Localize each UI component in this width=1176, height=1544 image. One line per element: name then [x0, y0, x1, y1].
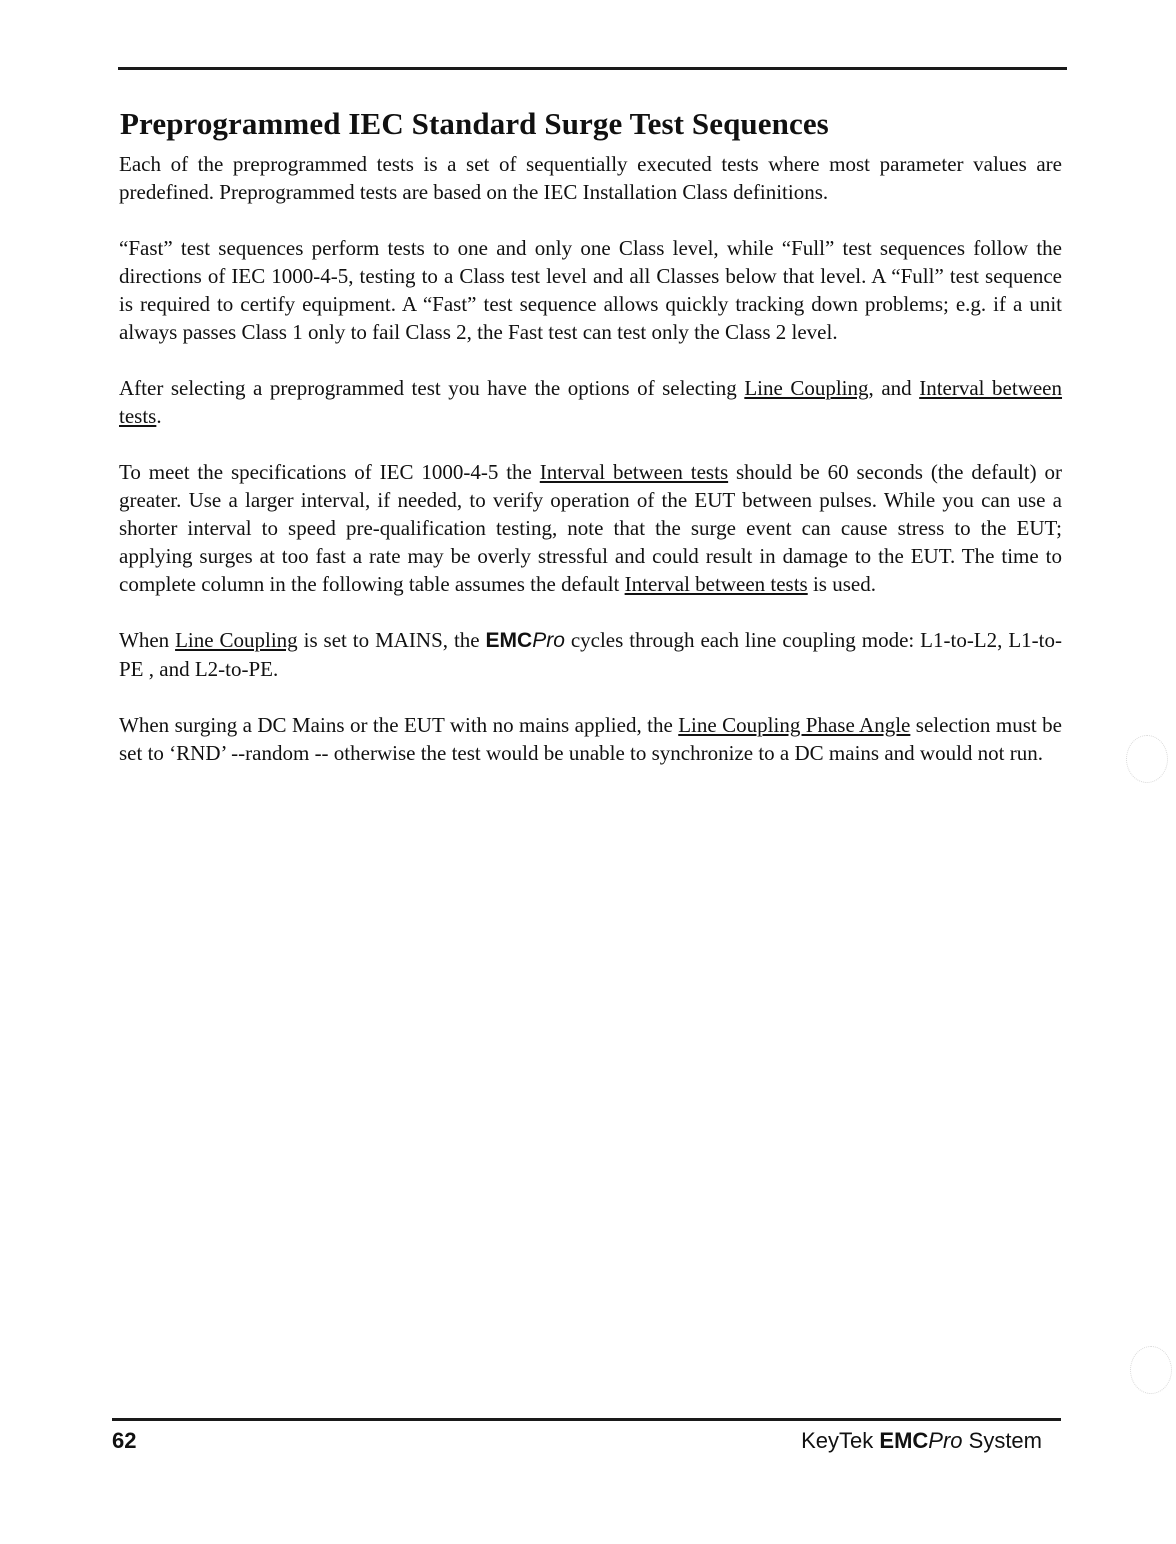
- brand-pro: Pro: [532, 629, 565, 652]
- footer-title: KeyTek EMCPro System: [801, 1428, 1042, 1453]
- paragraph-dc-mains: When surging a DC Mains or the EUT with no mains applied, the Line Coupling Phase Angle selection must be set to ‘RND’ --random -- otherwise the test would be unable to synchronize to a DC mains and would not run.: [119, 713, 1062, 765]
- line-coupling-link: Line Coupling: [744, 376, 869, 400]
- line-coupling-phase-angle-link: Line Coupling Phase Angle: [678, 713, 911, 737]
- paragraph-options: After selecting a preprogrammed test you have the options of selecting Line Coupling, and Interval between tests.: [119, 376, 1063, 428]
- bottom-rule: [112, 1418, 1061, 1421]
- punch-hole-mark: [1130, 1346, 1172, 1394]
- top-rule: [118, 67, 1067, 70]
- page-footer: [112, 1424, 1042, 1458]
- interval-between-tests-link: Interval between tests: [119, 376, 1063, 428]
- punch-hole-mark: [1126, 735, 1168, 783]
- paragraph-line-coupling: When Line Coupling is set to MAINS, the EMCPro cycles through each line coupling mode: L1-to-L2, L1-to-PE , and L2-to-PE.: [119, 628, 1062, 681]
- page-number: 62: [112, 1428, 137, 1453]
- interval-between-tests-link: Interval between tests: [539, 460, 729, 484]
- brand-emc: EMC: [485, 629, 533, 652]
- paragraph-fast-full: “Fast” test sequences perform tests to one and only one Class level, while “Full” test sequences follow the directions of IEC 1000-4-5, testing to a Class test level and all Classes below that level. A “Full” test sequence is required to certify equipment. A “Fast” test sequence allows quickly tracking down problems; e.g. if a unit always passes Class 1 only to fail Class 2, the Fast test can test only the Class 2 level.: [119, 236, 1062, 344]
- interval-between-tests-link: Interval between tests: [624, 572, 808, 596]
- paragraph-intro: Each of the preprogrammed tests is a set of sequentially executed tests where most parameter values are predefined. Preprogrammed tests are based on the IEC Installation Class definitions.: [119, 152, 1062, 204]
- footer-brand-pro: Pro: [928, 1428, 963, 1453]
- paragraph-interval: To meet the specifications of IEC 1000-4-5 the Interval between tests should be 60 seconds (the default) or greater. Use a larger interval, if needed, to verify operation of the EUT between pulses. While you can use a shorter interval to speed pre-qualification testing, note that the surge event can cause stress to the EUT; applying surges at too fast a rate may be overly stressful and could result in damage to the EUT. The time to complete column in the following table assumes the default Interval between tests is used.: [119, 460, 1063, 596]
- body-text: [119, 150, 1062, 795]
- footer-brand-emc: EMC: [879, 1428, 929, 1453]
- line-coupling-link: Line Coupling: [175, 628, 298, 652]
- page-title: Preprogrammed IEC Standard Surge Test Sequences: [120, 106, 829, 141]
